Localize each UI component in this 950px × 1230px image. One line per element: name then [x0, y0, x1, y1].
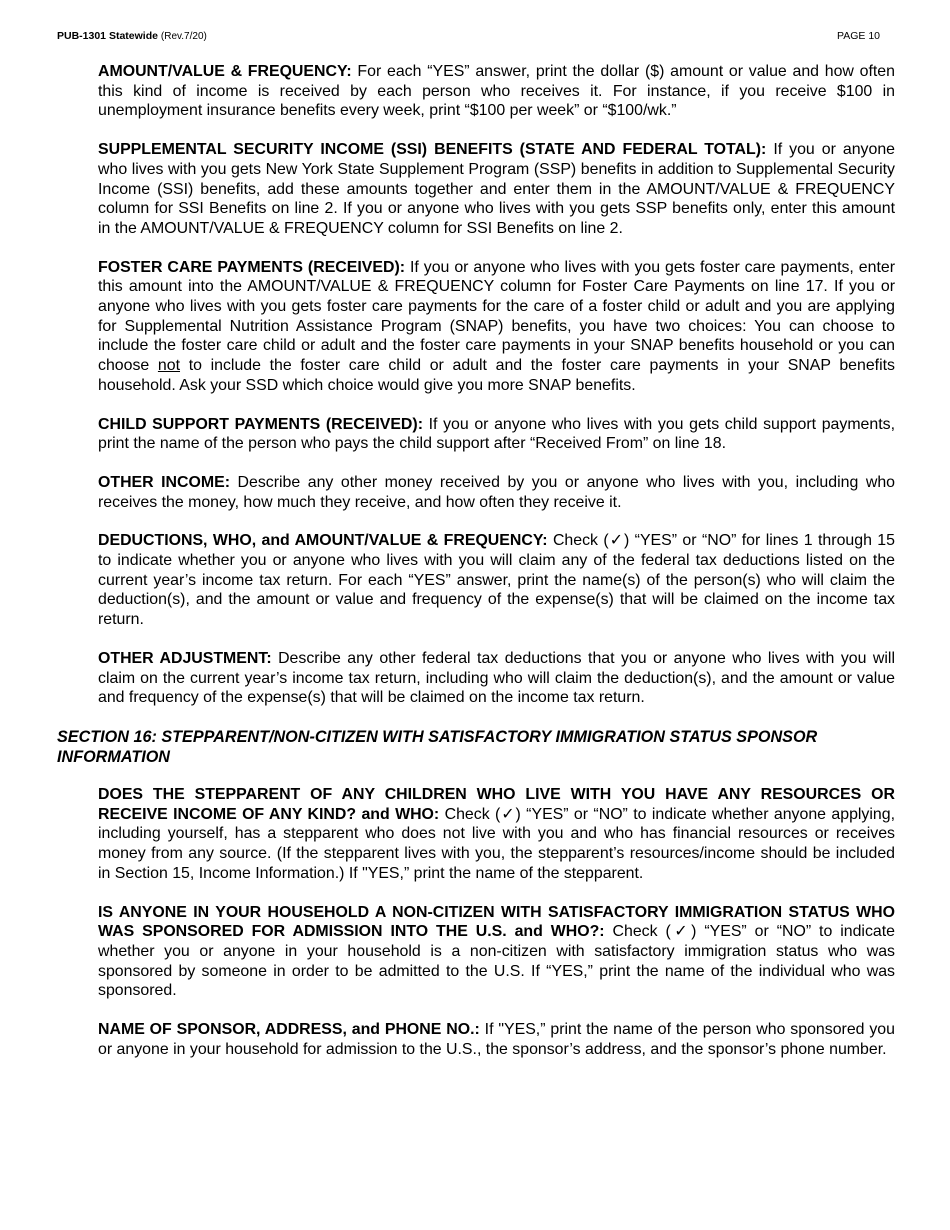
paragraph-text: Check (✓) “YES” or “NO” to indicate whether anyone applying, including yourself, has a stepparent who does not live with you and who has financial resources or receives money from any source. (If the stepparent lives with you, the stepparent’s resources/income should be included in Section 15, Income Information.) If "YES,” print the name of the stepparent. — [98, 805, 895, 882]
page-number: PAGE 10 — [837, 30, 880, 42]
paragraph-text: Describe any other money received by you or anyone who lives with you, including who receives the money, how much they receive, and how often they receive it. — [98, 473, 895, 511]
paragraph-heading: IS ANYONE IN YOUR HOUSEHOLD A NON-CITIZEN WITH SATISFACTORY IMMIGRATION STATUS WHO WAS SPONSORED FOR ADMISSION INTO THE U.S. and WHO?: — [98, 903, 895, 941]
paragraph-heading: NAME OF SPONSOR, ADDRESS, and PHONE NO.: — [98, 1021, 480, 1039]
paragraph-text: Describe any other federal tax deductions that you or anyone who lives with you will claim on the current year’s income tax return, including who will claim the deduction(s), and the amount or value and frequency of the expense(s) that will be claimed on the income tax return. — [98, 649, 895, 707]
paragraph-heading: AMOUNT/VALUE & FREQUENCY: — [98, 63, 352, 80]
paragraph-foster-care — [98, 258, 895, 396]
paragraph-heading: DOES THE STEPPARENT OF ANY CHILDREN WHO LIVE WITH YOU HAVE ANY RESOURCES OR RECEIVE INCOME OF ANY KIND? and WHO: — [98, 785, 895, 823]
paragraph-text: If you or anyone who lives with you gets New York State Supplement Program (SSP) benefits in addition to Supplemental Security Income (SSI) benefits, add these amounts together and enter them in the AMOUNT/VALUE & FREQUENCY column for SSI Benefits on line 2. If you or anyone who lives with you gets SSP benefits only, enter this amount in the AMOUNT/VALUE & FREQUENCY column for SSI Benefits on line 2. — [98, 141, 895, 237]
page-content — [57, 62, 896, 1078]
paragraph-text: Check (✓) “YES” or “NO” for lines 1 through 15 to indicate whether you or anyone who lives with you will claim any of the federal tax deductions listed on the current year’s income tax return. For each “YES” answer, print the name(s) of the person(s) who will claim the deduction(s), and the amount or value and frequency of the expense(s) that will be claimed on the income tax return. — [98, 532, 895, 629]
paragraph-deductions — [98, 531, 895, 630]
paragraph-text: If you or anyone who lives with you gets child support payments, print the name of the person who pays the child support after “Received From” on line 18. — [98, 415, 896, 453]
paragraph-text: For each “YES” answer, print the dollar ($) amount or value and how often this kind of income is received by each person who receives it. For instance, if you receive $100 in unemployment insurance benefits every week, print “$100 per week” or “$100/wk.” — [98, 63, 895, 120]
paragraph-heading: CHILD SUPPORT PAYMENTS (RECEIVED): — [98, 415, 423, 433]
paragraph-stepparent — [98, 785, 895, 884]
form-identifier — [57, 30, 207, 42]
paragraph-sponsor — [98, 1020, 895, 1059]
section-16-title: SECTION 16: STEPPARENT/NON-CITIZEN WITH SATISFACTORY IMMIGRATION STATUS SPONSOR INFORMATION — [57, 727, 818, 766]
paragraph-child-support — [98, 415, 895, 454]
paragraph-heading: OTHER INCOME: — [98, 473, 230, 491]
form-id-text: PUB-1301 Statewide — [57, 30, 158, 42]
paragraph-other-income — [98, 473, 895, 512]
paragraph-ssi-benefits — [98, 140, 895, 239]
paragraph-heading: DEDUCTIONS, WHO, and AMOUNT/VALUE & FREQUENCY: — [98, 532, 548, 550]
paragraph-text: If "YES,” print the name of the person who sponsored you or anyone in your household for admission to the U.S., the sponsor’s address, and the sponsor’s phone number. — [98, 1021, 895, 1058]
paragraph-non-citizen — [98, 903, 895, 1002]
paragraph-heading: OTHER ADJUSTMENT: — [98, 649, 272, 667]
paragraph-text-continued: to include the foster care child or adult and the foster care payments in your SNAP benefits household. Ask your SSD which choice would give you more SNAP benefits. — [98, 357, 895, 394]
paragraph-amount-value-frequency — [98, 62, 895, 121]
paragraph-other-adjustment — [98, 649, 895, 708]
paragraph-text: Check (✓) “YES” or “NO” to indicate whether you or anyone in your household is a non-citizen with satisfactory immigration status who was sponsored by someone in order to be admitted to the U.S. If “YES,” print the name of the individual who was sponsored. — [98, 923, 895, 1000]
page-header — [57, 30, 880, 46]
form-revision: (Rev.7/20) — [160, 31, 207, 42]
paragraph-text: If you or anyone who lives with you gets foster care payments, enter this amount into the AMOUNT/VALUE & FREQUENCY column for Foster Care Payments on line 17. If you or anyone who lives with you gets foster care payments for the care of a foster child or adult and you are applying for Supplemental Nutrition Assistance Program (SNAP) benefits, you have two choices: You can choose to include the foster care child or adult and the foster care payments in your SNAP benefits household or you can choose — [98, 258, 895, 375]
underlined-word: not — [157, 357, 181, 375]
paragraph-heading: SUPPLEMENTAL SECURITY INCOME (SSI) BENEFITS (STATE AND FEDERAL TOTAL): — [98, 141, 767, 159]
paragraph-heading: FOSTER CARE PAYMENTS (RECEIVED): — [98, 258, 406, 276]
